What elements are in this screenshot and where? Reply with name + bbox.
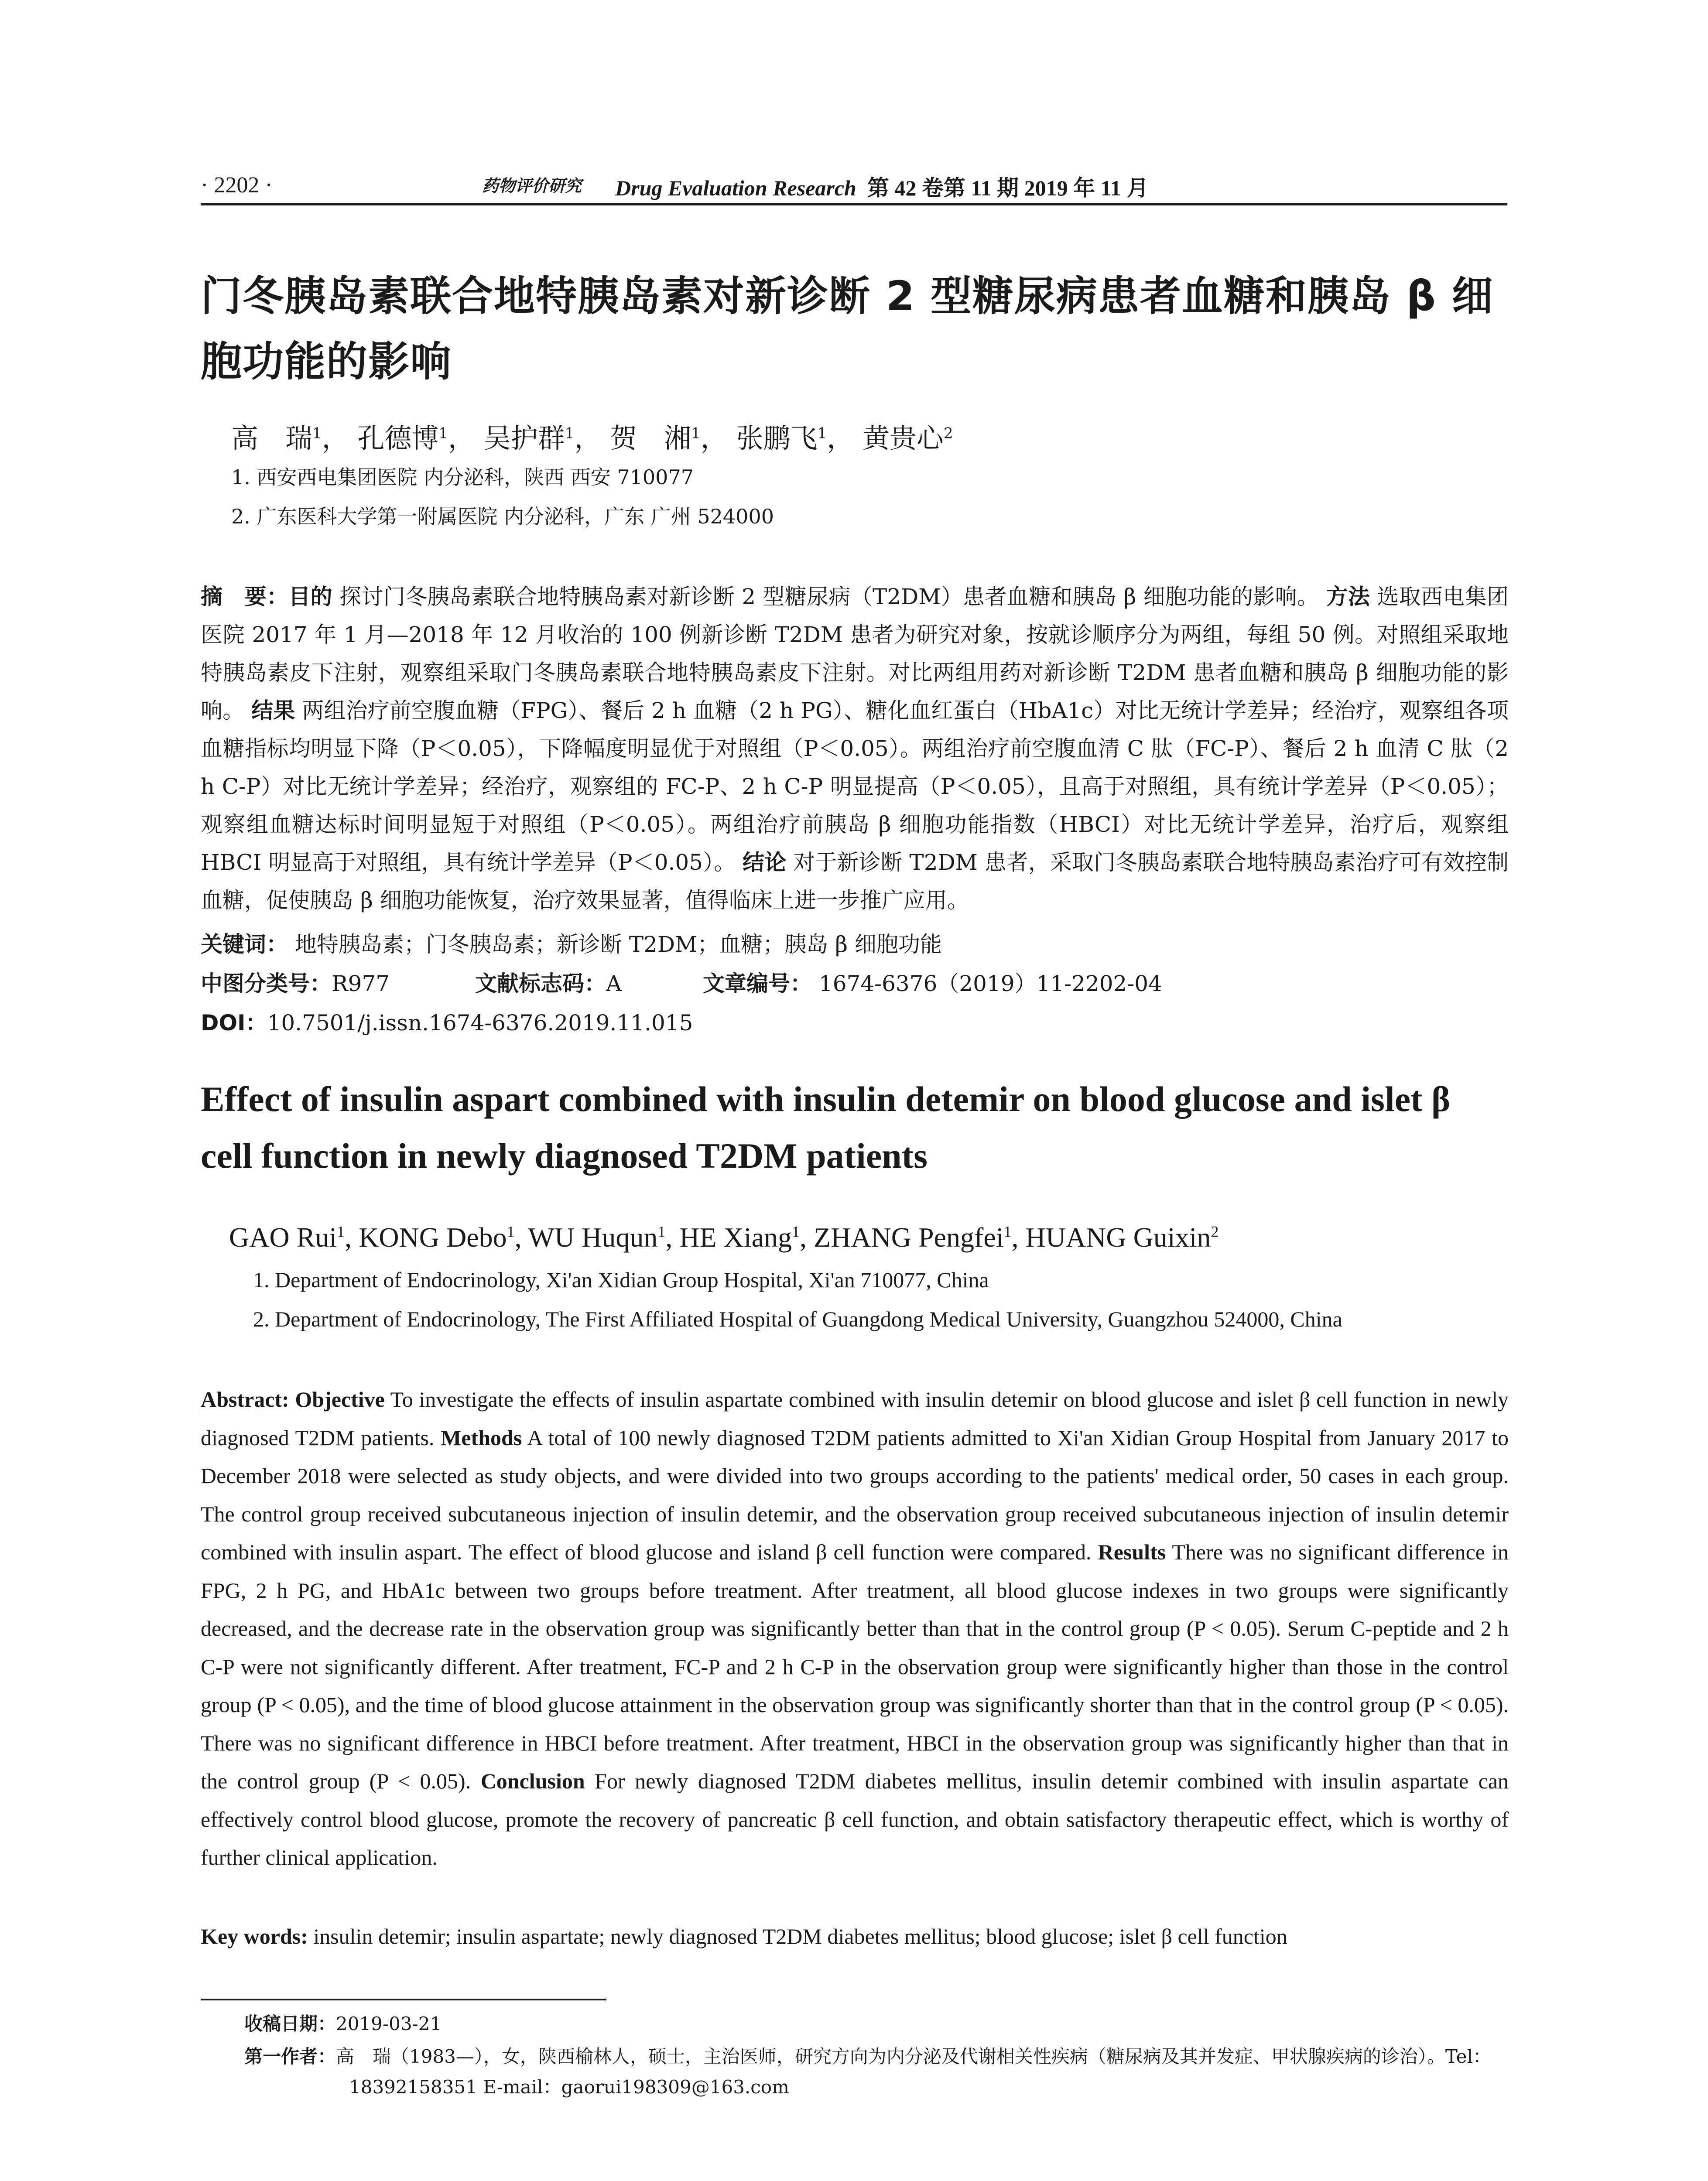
footnote-rule <box>201 1999 606 2000</box>
abstract-en-label: Abstract: <box>201 1387 289 1412</box>
objective-en: To investigate the effects of insulin aspartate combined with insulin detemir on blood glucose and islet β cell function in newly diagnosed T2DM patients. <box>201 1387 1509 1450</box>
authors-en: GAO Rui$^1$, KONG Debo$^1$, WU Huqun$^1$, HE Xiang$^1$, ZHANG Pengfei$^1$, HUANG Guixin$^2$ <box>229 1222 1219 1253</box>
author-en: WU Huqun <box>528 1222 658 1253</box>
article-number: 1674-6376（2019）11-2202-04 <box>818 971 1162 996</box>
results-cn-label: 结果 <box>251 698 295 723</box>
author-cn: 高 瑞 <box>231 422 313 454</box>
conclusion-en: For newly diagnosed T2DM diabetes mellitus, insulin detemir combined with insulin aspartate can effectively control blood glucose, promote the recovery of pancreatic β cell function, and obtain satisfactory therapeutic effect, which is worthy of further clinical application. <box>201 1769 1509 1870</box>
objective-cn: 探讨门冬胰岛素联合地特胰岛素对新诊断 2 型糖尿病（T2DM）患者血糖和胰岛 β 细胞功能的影响。 <box>339 584 1319 609</box>
author-en: HUANG Guixin <box>1025 1222 1211 1253</box>
first-author-note: 第一作者：高 瑞（1983—），女，陕西榆林人，硕士，主治医师，研究方向为内分泌及代谢相关性疾病（糖尿病及其并发症、甲状腺疾病的诊治）。Tel：18392158351 E-mail：gaorui198309@163.com <box>244 2046 1491 2098</box>
received-date: 收稿日期：2019-03-21 <box>244 2013 442 2034</box>
objective-en-label: Objective <box>295 1387 385 1412</box>
keywords-cn-label: 关键词： <box>201 932 288 957</box>
journal-name: Drug Evaluation Research <box>615 176 856 200</box>
journal-logo-text: 药物评价研究 <box>482 176 582 195</box>
author-cn: 孔德博 <box>357 422 439 454</box>
doi-line <box>201 1005 693 1037</box>
document-code: A <box>606 971 622 996</box>
journal-logo <box>482 176 591 195</box>
affiliation-cn-2: 2. 广东医科大学第一附属医院 内分泌科，广东 广州 524000 <box>231 505 774 528</box>
author-en: HE Xiang <box>679 1222 792 1253</box>
author-cn: 张鹏飞 <box>736 422 818 454</box>
clc-number: R977 <box>332 971 390 996</box>
keywords-en <box>201 1924 1287 1949</box>
keywords-cn <box>201 927 942 958</box>
results-en-label: Results <box>1098 1540 1166 1564</box>
abstract-cn <box>201 578 1509 920</box>
author-en: ZHANG Pengfei <box>814 1222 1004 1253</box>
journal-issue: 第 42 卷第 11 期 2019 年 11 月 <box>867 176 1149 200</box>
conclusion-cn-label: 结论 <box>743 850 787 875</box>
page-number: · 2202 · <box>201 173 273 198</box>
abstract-cn-label: 摘 要： <box>201 584 289 609</box>
author-cn: 贺 湘 <box>610 422 691 454</box>
conclusion-cn: 对于新诊断 T2DM 患者，采取门冬胰岛素联合地特胰岛素治疗可有效控制血糖，促使胰岛 β 细胞功能恢复，治疗效果显著，值得临床上进一步推广应用。 <box>201 850 1509 913</box>
journal-title <box>615 171 1148 202</box>
affiliation-en-2: 2. Department of Endocrinology, The First Affiliated Hospital of Guangdong Medical University, Guangzhou 524000, China <box>253 1307 1342 1331</box>
title-en: Effect of insulin aspart combined with insulin detemir on blood glucose and islet β cell function in newly diagnosed T2DM patients <box>201 1079 1451 1176</box>
author-en: GAO Rui <box>229 1222 337 1253</box>
methods-en: A total of 100 newly diagnosed T2DM patients admitted to Xi'an Xidian Group Hospital from January 2017 to December 2018 were selected as study objects, and were divided into two groups according to the patients' medical order, 50 cases in each group. The control group received subcutaneous injection of insulin detemir, and the observation group received subcutaneous injection of insulin detemir combined with insulin aspart. The effect of blood glucose and island β cell function were compared. <box>201 1425 1509 1564</box>
abstract-en <box>201 1381 1509 1877</box>
conclusion-en-label: Conclusion <box>480 1769 585 1793</box>
affiliation-en-1: 1. Department of Endocrinology, Xi'an Xidian Group Hospital, Xi'an 710077, China <box>253 1268 989 1292</box>
author-cn: 黄贵心 <box>862 422 944 454</box>
methods-cn: 选取西电集团医院 2017 年 1 月—2018 年 12 月收治的 100 例新诊断 T2DM 患者为研究对象，按就诊顺序分为两组，每组 50 例。对照组采取地特胰岛素皮下注射，观察组采取门冬胰岛素联合地特胰岛素皮下注射。对比两组用药对新诊断 T2DM 患者血糖和胰岛 β 细胞功能的影响。 <box>201 584 1509 723</box>
affiliation-cn-1: 1. 西安西电集团医院 内分泌科，陕西 西安 710077 <box>231 465 694 489</box>
author-en: KONG Debo <box>359 1222 507 1253</box>
keywords-en-value: insulin detemir; insulin aspartate; newly diagnosed T2DM diabetes mellitus; blood glucose; islet β cell function <box>313 1924 1287 1949</box>
title-cn: 门冬胰岛素联合地特胰岛素对新诊断 2 型糖尿病患者血糖和胰岛 β 细胞功能的影响 <box>201 273 1494 386</box>
running-header <box>201 168 1507 203</box>
doi-link[interactable]: 10.7501/j.issn.1674-6376.2019.11.015 <box>267 1010 693 1036</box>
results-en: There was no significant difference in FPG, 2 h PG, and HbA1c between two groups before treatment. After treatment, all blood glucose indexes in two groups were significantly decreased, and the decrease rate in the observation group was significantly better than that in the control group (P < 0.05). Serum C-peptide and 2 h C-P were not significantly different. After treatment, FC-P and 2 h C-P in the observation group were significantly higher than those in the control group (P < 0.05), and the time of blood glucose attainment in the observation group was significantly shorter than that in the control group (P < 0.05). There was no significant difference in HBCI before treatment. After treatment, HBCI in the observation group was significantly higher than that in the control group (P < 0.05). <box>201 1540 1509 1793</box>
author-cn: 吴护群 <box>483 422 565 454</box>
results-cn: 两组治疗前空腹血糖（FPG）、餐后 2 h 血糖（2 h PG）、糖化血红蛋白（HbA1c）对比无统计学差异；经治疗，观察组各项血糖指标均明显下降（P＜0.05），下降幅度明显优于对照组（P＜0.05）。两组治疗前空腹血清 C 肽（FC-P）、餐后 2 h 血清 C 肽（2 h C-P）对比无统计学差异；经治疗，观察组的 FC-P、2 h C-P 明显提高（P＜0.05），且高于对照组，具有统计学差异（P＜0.05）；观察组血糖达标时间明显短于对照组（P＜0.05）。两组治疗前胰岛 β 细胞功能指数（HBCI）对比无统计学差异，治疗后，观察组 HBCI 明显高于对照组，具有统计学差异（P＜0.05）。 <box>201 698 1509 875</box>
classification-line: 中图分类号：R977 文献标志码：A 文章编号： 1674-6376（2019）11-2202-04 <box>201 971 1162 996</box>
objective-cn-label: 目的 <box>288 584 332 609</box>
methods-cn-label: 方法 <box>1326 584 1370 609</box>
keywords-cn-value: 地特胰岛素；门冬胰岛素；新诊断 T2DM；血糖；胰岛 β 细胞功能 <box>294 932 942 957</box>
keywords-en-label: Key words: <box>201 1924 308 1949</box>
header-rule <box>201 203 1507 205</box>
doi-label: DOI： <box>201 1010 267 1036</box>
authors-cn: 高 瑞$^1$， 孔德博$^1$， 吴护群$^1$， 贺 湘$^1$， 张鹏飞$^1$， 黄贵心$^2$ <box>231 422 953 454</box>
methods-en-label: Methods <box>441 1425 522 1450</box>
